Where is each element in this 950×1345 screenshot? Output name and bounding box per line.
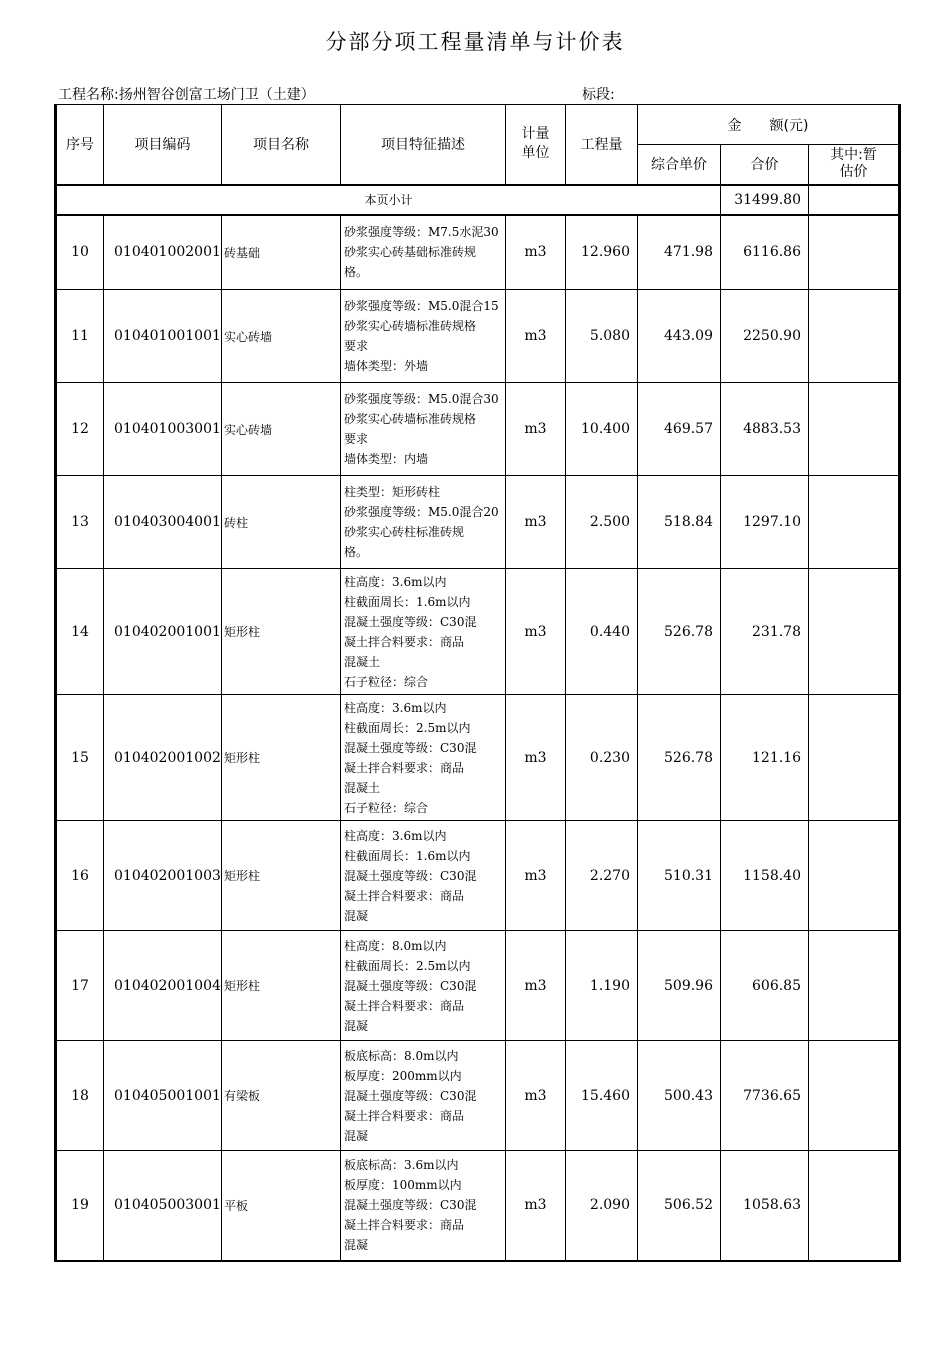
desc-line: 混凝土 [344,654,381,669]
desc-line: 墙体类型：内墙 [344,452,429,466]
row-code: 010401001001 [104,290,222,383]
row-name: 矩形柱 [222,695,341,821]
desc-line: 石子粒径：综合 [344,674,429,689]
row-unit-price: 526.78 [638,695,721,821]
row-estimate [809,383,900,476]
table-row [56,476,900,569]
desc-line: 混凝土强度等级：C30混 [344,740,477,755]
row-code: 010405001001 [104,1041,222,1151]
header-total: 合价 [721,145,809,185]
desc-line: 板厚度：200mm以内 [344,1068,462,1083]
row-total: 606.85 [721,931,809,1041]
desc-line: 混凝 [344,1128,369,1143]
row-name: 实心砖墙 [222,290,341,383]
desc-line: 混凝土强度等级：C30混 [344,614,477,629]
desc-line: 混凝土强度等级：C30混 [344,978,477,993]
row-seq: 11 [56,290,104,383]
row-estimate [809,1041,900,1151]
row-desc [341,1151,506,1261]
desc-line: 板底标高：3.6m以内 [344,1158,459,1173]
desc-line: 混凝土强度等级：C30混 [344,1088,477,1103]
row-unit-price: 510.31 [638,821,721,931]
row-estimate [809,821,900,931]
row-name: 砖柱 [222,476,341,569]
row-seq: 10 [56,215,104,290]
row-unit-price: 518.84 [638,476,721,569]
row-unit: m3 [506,476,566,569]
desc-line: 砂浆强度等级：M7.5水泥30 [344,225,499,240]
desc-line: 柱高度：3.6m以内 [344,828,447,843]
row-unit-price: 469.57 [638,383,721,476]
desc-line: 混凝土 [344,780,381,795]
row-unit-price: 526.78 [638,569,721,695]
header-desc: 项目特征描述 [341,105,506,185]
desc-line: 混凝 [344,1238,369,1253]
row-qty: 1.190 [566,931,638,1041]
page-title: 分部分项工程量清单与计价表 [325,30,625,54]
desc-line: 混凝 [344,908,369,923]
desc-line: 墙体类型：外墙 [344,359,429,373]
table-row [56,931,900,1041]
desc-line: 柱高度：3.6m以内 [344,700,447,715]
row-name: 矩形柱 [222,931,341,1041]
row-code: 010402001003 [104,821,222,931]
table-row [56,215,900,290]
table-row [56,383,900,476]
header-code: 项目编码 [104,105,222,185]
header-name: 项目名称 [222,105,341,185]
desc-line: 混凝 [344,1018,369,1033]
bill-of-quantities-table [54,104,901,1262]
row-qty: 0.230 [566,695,638,821]
row-total: 2250.90 [721,290,809,383]
row-code: 010405003001 [104,1151,222,1261]
row-total: 1058.63 [721,1151,809,1261]
desc-line: 凝土拌合料要求：商品 [344,634,465,649]
row-seq: 12 [56,383,104,476]
section-label: 标段: [582,87,615,103]
desc-line: 凝土拌合料要求：商品 [344,1108,465,1123]
row-unit: m3 [506,1151,566,1261]
row-unit: m3 [506,569,566,695]
row-code: 010401003001 [104,383,222,476]
row-total: 6116.86 [721,215,809,290]
row-code: 010403004001 [104,476,222,569]
row-estimate [809,569,900,695]
table-row [56,821,900,931]
row-estimate [809,476,900,569]
row-name: 平板 [222,1151,341,1261]
row-estimate [809,695,900,821]
table-row [56,290,900,383]
desc-line: 砂浆强度等级：M5.0混合15 [344,299,499,313]
table-row [56,1151,900,1261]
desc-line: 要求 [344,432,369,446]
row-total: 1297.10 [721,476,809,569]
row-seq: 15 [56,695,104,821]
row-seq: 19 [56,1151,104,1261]
row-desc [341,695,506,821]
header-estimate: 其中:暂估价 [809,145,900,185]
row-total: 7736.65 [721,1041,809,1151]
row-unit: m3 [506,931,566,1041]
row-estimate [809,215,900,290]
row-total: 231.78 [721,569,809,695]
row-seq: 17 [56,931,104,1041]
desc-line: 柱截面周长：1.6m以内 [344,848,471,863]
desc-line: 柱截面周长：1.6m以内 [344,594,471,609]
row-desc [341,383,506,476]
row-unit-price: 506.52 [638,1151,721,1261]
row-qty: 2.500 [566,476,638,569]
row-unit-price: 471.98 [638,215,721,290]
row-seq: 16 [56,821,104,931]
row-total: 1158.40 [721,821,809,931]
row-unit: m3 [506,695,566,821]
desc-line: 凝土拌合料要求：商品 [344,998,465,1013]
row-code: 010402001004 [104,931,222,1041]
header-qty: 工程量 [566,105,638,185]
row-name: 实心砖墙 [222,383,341,476]
row-desc [341,569,506,695]
desc-line: 混凝土强度等级：C30混 [344,868,477,883]
desc-line: 柱高度：3.6m以内 [344,574,447,589]
row-qty: 2.090 [566,1151,638,1261]
desc-line: 凝土拌合料要求：商品 [344,1218,465,1233]
desc-line: 板底标高：8.0m以内 [344,1048,459,1063]
desc-line: 柱类型：矩形砖柱 [344,485,441,499]
row-total: 121.16 [721,695,809,821]
row-code: 010401002001 [104,215,222,290]
desc-line: 柱高度：8.0m以内 [344,938,447,953]
desc-line: 砂浆实心砖墙标准砖规格 [344,319,477,333]
desc-line: 凝土拌合料要求：商品 [344,760,465,775]
subtotal-estimate [809,185,900,215]
desc-line: 板厚度：100mm以内 [344,1178,462,1193]
row-total: 4883.53 [721,383,809,476]
row-unit: m3 [506,1041,566,1151]
header-amount: 金 额(元) [638,105,900,145]
row-qty: 5.080 [566,290,638,383]
row-desc [341,821,506,931]
desc-line: 混凝土强度等级：C30混 [344,1198,477,1213]
header-unit-price: 综合单价 [638,145,721,185]
row-qty: 2.270 [566,821,638,931]
row-estimate [809,1151,900,1261]
row-unit: m3 [506,383,566,476]
table-row [56,569,900,695]
row-estimate [809,931,900,1041]
table-row [56,1041,900,1151]
desc-line: 格。 [344,545,369,559]
row-name: 有梁板 [222,1041,341,1151]
row-code: 010402001001 [104,569,222,695]
row-unit-price: 509.96 [638,931,721,1041]
row-desc [341,215,506,290]
desc-line: 砂浆实心砖基础标准砖规 [344,245,477,260]
row-name: 矩形柱 [222,569,341,695]
desc-line: 砂浆强度等级：M5.0混合20 [344,505,499,519]
table-row [56,695,900,821]
row-qty: 0.440 [566,569,638,695]
row-qty: 15.460 [566,1041,638,1151]
row-qty: 12.960 [566,215,638,290]
desc-line: 柱截面周长：2.5m以内 [344,958,471,973]
row-seq: 14 [56,569,104,695]
header-seq: 序号 [56,105,104,185]
row-desc [341,476,506,569]
project-name-line: 工程名称:扬州智谷创富工场门卫（土建） [58,87,315,103]
row-qty: 10.400 [566,383,638,476]
row-code: 010402001002 [104,695,222,821]
row-unit-price: 500.43 [638,1041,721,1151]
row-seq: 13 [56,476,104,569]
row-name: 砖基础 [222,215,341,290]
row-seq: 18 [56,1041,104,1151]
desc-line: 砂浆实心砖柱标准砖规 [344,525,465,539]
row-desc [341,1041,506,1151]
row-estimate [809,290,900,383]
subtotal-label: 本页小计 [56,185,721,215]
desc-line: 格。 [344,265,369,280]
desc-line: 凝土拌合料要求：商品 [344,888,465,903]
subtotal-total: 31499.80 [721,185,809,215]
header-unit: 计量单位 [506,105,566,185]
desc-line: 砂浆实心砖墙标准砖规格 [344,412,477,426]
desc-line: 要求 [344,339,369,353]
row-name: 矩形柱 [222,821,341,931]
desc-line: 柱截面周长：2.5m以内 [344,720,471,735]
desc-line: 石子粒径：综合 [344,800,429,815]
row-unit: m3 [506,290,566,383]
row-unit: m3 [506,821,566,931]
row-unit: m3 [506,215,566,290]
desc-line: 砂浆强度等级：M5.0混合30 [344,392,499,406]
row-desc [341,931,506,1041]
row-unit-price: 443.09 [638,290,721,383]
row-desc [341,290,506,383]
